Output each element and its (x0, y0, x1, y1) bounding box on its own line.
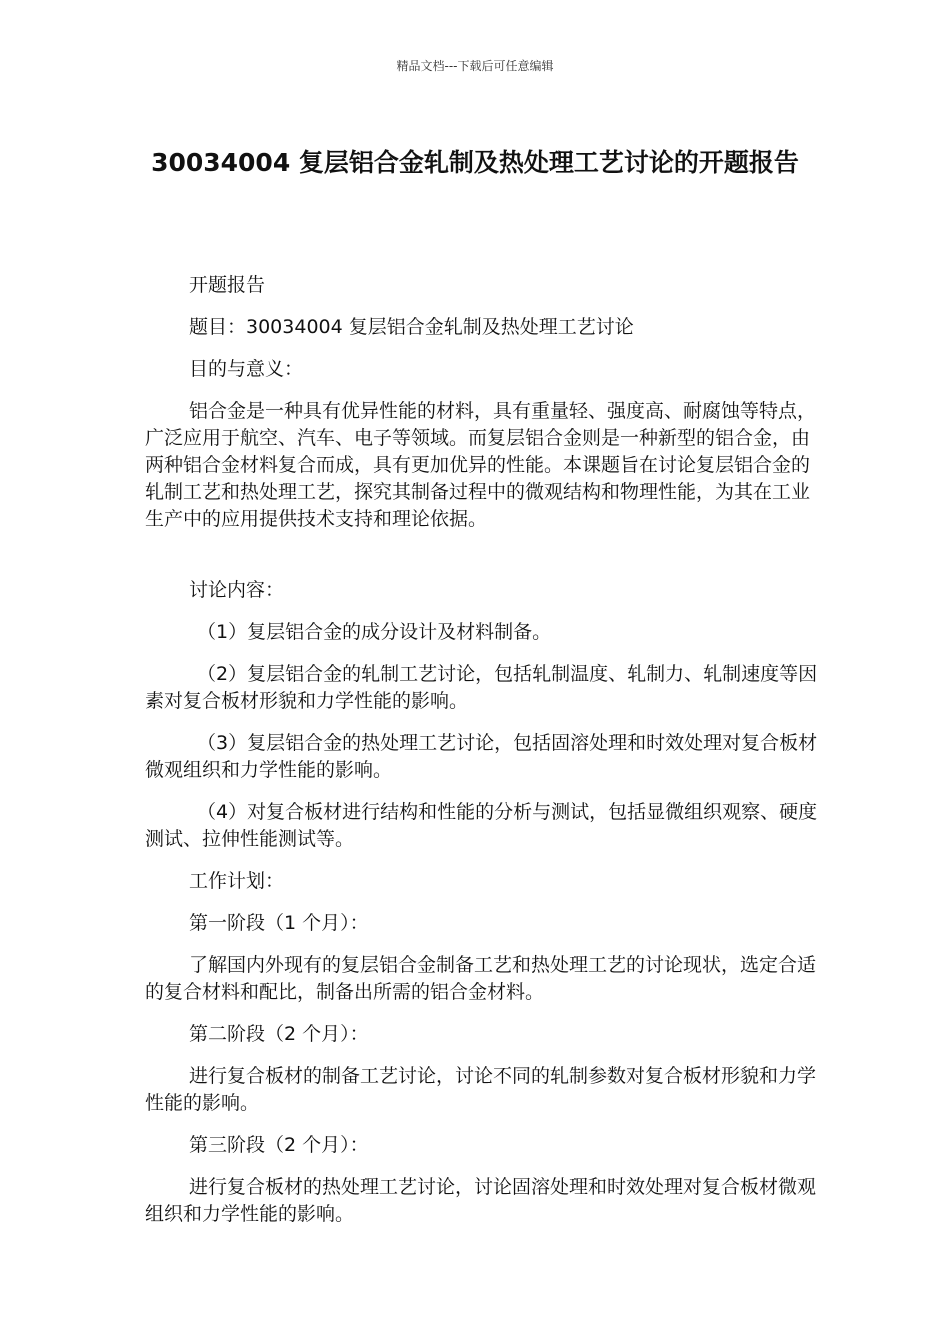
phase-3-description: 进行复合板材的热处理工艺讨论，讨论固溶处理和时效处理对复合板材微观组织和力学性能的影响。 (145, 1176, 817, 1225)
section-heading-purpose: 目的与意义： (189, 358, 304, 380)
content-item-3: （3）复层铝合金的热处理工艺讨论，包括固溶处理和时效处理对复合板材微观组织和力学性能的影响。 (145, 732, 818, 781)
purpose-paragraph: 铝合金是一种具有优异性能的材料，具有重量轻、强度高、耐腐蚀等特点，广泛应用于航空、汽车、电子等领域。而复层铝合金则是一种新型的铝合金，由两种铝合金材料复合而成，具有更加优异的性能。本课题旨在讨论复层铝合金的轧制工艺和热处理工艺，探究其制备过程中的微观结构和物理性能，为其在工业生产中的应用提供技术支持和理论依据。 (145, 400, 817, 530)
phase-3-heading: 第三阶段（2 个月）： (189, 1134, 369, 1156)
section-heading-content: 讨论内容： (189, 579, 285, 601)
phase-2-heading: 第二阶段（2 个月）： (189, 1023, 369, 1045)
section-heading-plan: 工作计划： (189, 870, 285, 892)
topic-line: 题目：30034004 复层铝合金轧制及热处理工艺讨论 (189, 316, 634, 338)
content-item-4: （4）对复合板材进行结构和性能的分析与测试，包括显微组织观察、硬度测试、拉伸性能测试等。 (145, 801, 818, 850)
content-item-1: （1）复层铝合金的成分设计及材料制备。 (197, 621, 552, 643)
phase-1-description: 了解国内外现有的复层铝合金制备工艺和热处理工艺的讨论现状，选定合适的复合材料和配比，制备出所需的铝合金材料。 (145, 954, 817, 1003)
content-item-2: （2）复层铝合金的轧制工艺讨论，包括轧制温度、轧制力、轧制速度等因素对复合板材形貌和力学性能的影响。 (145, 663, 818, 712)
header-note: 精品文档---下载后可任意编辑 (396, 59, 554, 73)
phase-1-heading: 第一阶段（1 个月）： (189, 912, 369, 934)
section-label-report: 开题报告 (189, 274, 266, 296)
document-title: 30034004 复层铝合金轧制及热处理工艺讨论的开题报告 (151, 148, 799, 177)
phase-2-description: 进行复合板材的制备工艺讨论，讨论不同的轧制参数对复合板材形貌和力学性能的影响。 (145, 1065, 817, 1114)
